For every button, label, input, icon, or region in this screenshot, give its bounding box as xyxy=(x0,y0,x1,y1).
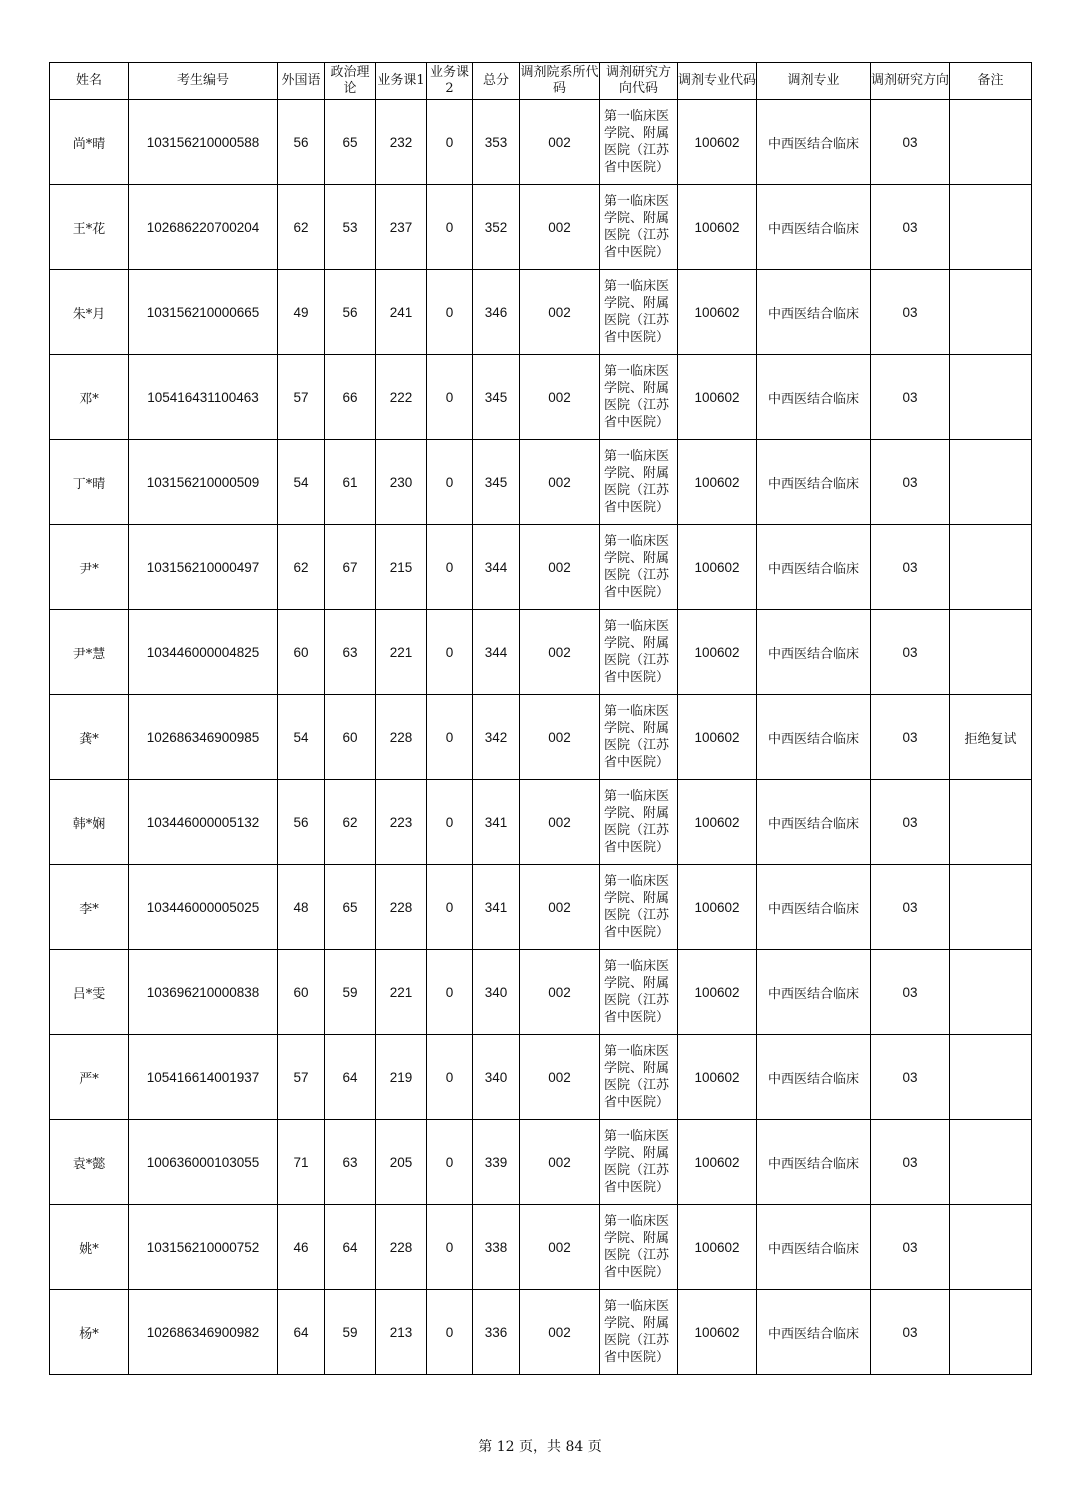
cell-name: 吕*雯 xyxy=(50,950,129,1035)
header-direction-code: 调剂研究方向代码 xyxy=(600,63,678,100)
cell-dept-code: 002 xyxy=(520,185,600,270)
table-row xyxy=(50,1205,1032,1290)
table-row xyxy=(50,270,1032,355)
cell-direction: 第一临床医学院、附属医院（江苏省中医院） xyxy=(600,270,678,355)
table-row xyxy=(50,950,1032,1035)
cell-exam-id: 102686220700204 xyxy=(129,185,278,270)
table-row xyxy=(50,1120,1032,1205)
table-row xyxy=(50,1290,1032,1375)
cell-total: 339 xyxy=(473,1120,520,1205)
cell-exam-id: 105416431100463 xyxy=(129,355,278,440)
cell-research-direction: 03 xyxy=(871,1120,950,1205)
cell-politics: 65 xyxy=(325,865,376,950)
cell-exam-id: 103156210000497 xyxy=(129,525,278,610)
cell-direction: 第一临床医学院、附属医院（江苏省中医院） xyxy=(600,185,678,270)
cell-direction: 第一临床医学院、附属医院（江苏省中医院） xyxy=(600,865,678,950)
header-course2: 业务课2 xyxy=(427,63,473,100)
cell-research-direction: 03 xyxy=(871,695,950,780)
cell-politics: 65 xyxy=(325,100,376,185)
table-row xyxy=(50,865,1032,950)
cell-major-code: 100602 xyxy=(678,695,757,780)
header-foreign-language: 外国语 xyxy=(278,63,325,100)
cell-dept-code: 002 xyxy=(520,270,600,355)
cell-course1: 232 xyxy=(376,100,427,185)
cell-note xyxy=(950,270,1032,355)
cell-foreign-language: 54 xyxy=(278,440,325,525)
cell-total: 345 xyxy=(473,355,520,440)
cell-dept-code: 002 xyxy=(520,695,600,780)
cell-major: 中西医结合临床 xyxy=(757,100,871,185)
cell-foreign-language: 54 xyxy=(278,695,325,780)
cell-name: 韩*娴 xyxy=(50,780,129,865)
cell-direction: 第一临床医学院、附属医院（江苏省中医院） xyxy=(600,1290,678,1375)
cell-course2: 0 xyxy=(427,355,473,440)
cell-course1: 228 xyxy=(376,1205,427,1290)
cell-major: 中西医结合临床 xyxy=(757,185,871,270)
cell-major-code: 100602 xyxy=(678,440,757,525)
cell-research-direction: 03 xyxy=(871,1035,950,1120)
admission-table-container xyxy=(49,62,1031,1375)
cell-foreign-language: 71 xyxy=(278,1120,325,1205)
cell-dept-code: 002 xyxy=(520,1035,600,1120)
cell-direction: 第一临床医学院、附属医院（江苏省中医院） xyxy=(600,100,678,185)
cell-name: 姚* xyxy=(50,1205,129,1290)
cell-foreign-language: 62 xyxy=(278,525,325,610)
cell-note xyxy=(950,865,1032,950)
cell-research-direction: 03 xyxy=(871,1205,950,1290)
cell-foreign-language: 56 xyxy=(278,780,325,865)
cell-research-direction: 03 xyxy=(871,950,950,1035)
cell-major: 中西医结合临床 xyxy=(757,1290,871,1375)
cell-course2: 0 xyxy=(427,525,473,610)
cell-course2: 0 xyxy=(427,1120,473,1205)
cell-note xyxy=(950,1205,1032,1290)
cell-research-direction: 03 xyxy=(871,100,950,185)
cell-name: 李* xyxy=(50,865,129,950)
cell-major: 中西医结合临床 xyxy=(757,950,871,1035)
header-exam-id: 考生编号 xyxy=(129,63,278,100)
cell-course1: 223 xyxy=(376,780,427,865)
cell-dept-code: 002 xyxy=(520,100,600,185)
cell-course1: 237 xyxy=(376,185,427,270)
cell-course2: 0 xyxy=(427,1035,473,1120)
cell-dept-code: 002 xyxy=(520,865,600,950)
cell-course1: 205 xyxy=(376,1120,427,1205)
cell-total: 340 xyxy=(473,950,520,1035)
cell-exam-id: 103696210000838 xyxy=(129,950,278,1035)
cell-major: 中西医结合临床 xyxy=(757,1120,871,1205)
cell-politics: 62 xyxy=(325,780,376,865)
cell-dept-code: 002 xyxy=(520,610,600,695)
cell-dept-code: 002 xyxy=(520,1205,600,1290)
cell-name: 王*花 xyxy=(50,185,129,270)
cell-major: 中西医结合临床 xyxy=(757,1205,871,1290)
cell-exam-id: 103446000004825 xyxy=(129,610,278,695)
cell-note xyxy=(950,1035,1032,1120)
cell-dept-code: 002 xyxy=(520,1120,600,1205)
cell-course2: 0 xyxy=(427,440,473,525)
header-total: 总分 xyxy=(473,63,520,100)
table-row xyxy=(50,695,1032,780)
cell-major-code: 100602 xyxy=(678,185,757,270)
cell-course1: 228 xyxy=(376,865,427,950)
cell-major-code: 100602 xyxy=(678,865,757,950)
table-row xyxy=(50,100,1032,185)
cell-politics: 61 xyxy=(325,440,376,525)
cell-course1: 221 xyxy=(376,950,427,1035)
cell-course2: 0 xyxy=(427,950,473,1035)
cell-exam-id: 103156210000665 xyxy=(129,270,278,355)
cell-exam-id: 103156210000752 xyxy=(129,1205,278,1290)
cell-direction: 第一临床医学院、附属医院（江苏省中医院） xyxy=(600,695,678,780)
cell-total: 340 xyxy=(473,1035,520,1120)
cell-foreign-language: 62 xyxy=(278,185,325,270)
cell-name: 袁*懿 xyxy=(50,1120,129,1205)
cell-foreign-language: 64 xyxy=(278,1290,325,1375)
cell-note xyxy=(950,780,1032,865)
cell-research-direction: 03 xyxy=(871,610,950,695)
cell-major: 中西医结合临床 xyxy=(757,1035,871,1120)
cell-note xyxy=(950,525,1032,610)
table-row xyxy=(50,780,1032,865)
cell-foreign-language: 48 xyxy=(278,865,325,950)
table-row xyxy=(50,440,1032,525)
cell-research-direction: 03 xyxy=(871,185,950,270)
cell-politics: 59 xyxy=(325,1290,376,1375)
cell-major: 中西医结合临床 xyxy=(757,780,871,865)
cell-note xyxy=(950,950,1032,1035)
cell-note xyxy=(950,185,1032,270)
cell-total: 338 xyxy=(473,1205,520,1290)
cell-name: 丁*晴 xyxy=(50,440,129,525)
cell-name: 朱*月 xyxy=(50,270,129,355)
cell-politics: 63 xyxy=(325,610,376,695)
cell-course2: 0 xyxy=(427,780,473,865)
cell-note xyxy=(950,1120,1032,1205)
cell-name: 尹*慧 xyxy=(50,610,129,695)
cell-research-direction: 03 xyxy=(871,865,950,950)
cell-foreign-language: 56 xyxy=(278,100,325,185)
cell-politics: 67 xyxy=(325,525,376,610)
cell-course1: 213 xyxy=(376,1290,427,1375)
cell-politics: 59 xyxy=(325,950,376,1035)
cell-total: 341 xyxy=(473,865,520,950)
cell-total: 342 xyxy=(473,695,520,780)
cell-course2: 0 xyxy=(427,185,473,270)
cell-name: 邓* xyxy=(50,355,129,440)
cell-total: 346 xyxy=(473,270,520,355)
cell-dept-code: 002 xyxy=(520,355,600,440)
cell-direction: 第一临床医学院、附属医院（江苏省中医院） xyxy=(600,355,678,440)
cell-note xyxy=(950,100,1032,185)
cell-exam-id: 103446000005025 xyxy=(129,865,278,950)
cell-course2: 0 xyxy=(427,1205,473,1290)
header-major: 调剂专业 xyxy=(757,63,871,100)
cell-exam-id: 100636000103055 xyxy=(129,1120,278,1205)
header-row xyxy=(50,63,1032,100)
cell-foreign-language: 57 xyxy=(278,1035,325,1120)
cell-research-direction: 03 xyxy=(871,270,950,355)
cell-politics: 66 xyxy=(325,355,376,440)
cell-research-direction: 03 xyxy=(871,440,950,525)
cell-exam-id: 102686346900985 xyxy=(129,695,278,780)
cell-course2: 0 xyxy=(427,1290,473,1375)
cell-dept-code: 002 xyxy=(520,950,600,1035)
cell-course1: 215 xyxy=(376,525,427,610)
cell-note xyxy=(950,610,1032,695)
cell-major: 中西医结合临床 xyxy=(757,525,871,610)
table-row xyxy=(50,525,1032,610)
cell-name: 杨* xyxy=(50,1290,129,1375)
cell-direction: 第一临床医学院、附属医院（江苏省中医院） xyxy=(600,1035,678,1120)
cell-name: 尹* xyxy=(50,525,129,610)
header-course1: 业务课1 xyxy=(376,63,427,100)
cell-exam-id: 103156210000509 xyxy=(129,440,278,525)
cell-course1: 228 xyxy=(376,695,427,780)
cell-research-direction: 03 xyxy=(871,780,950,865)
table-row xyxy=(50,610,1032,695)
cell-dept-code: 002 xyxy=(520,440,600,525)
cell-research-direction: 03 xyxy=(871,355,950,440)
cell-course2: 0 xyxy=(427,695,473,780)
cell-foreign-language: 46 xyxy=(278,1205,325,1290)
cell-total: 344 xyxy=(473,610,520,695)
cell-research-direction: 03 xyxy=(871,525,950,610)
cell-note xyxy=(950,1290,1032,1375)
cell-major-code: 100602 xyxy=(678,270,757,355)
header-name: 姓名 xyxy=(50,63,129,100)
cell-total: 344 xyxy=(473,525,520,610)
header-note: 备注 xyxy=(950,63,1032,100)
cell-name: 严* xyxy=(50,1035,129,1120)
cell-direction: 第一临床医学院、附属医院（江苏省中医院） xyxy=(600,1205,678,1290)
cell-course1: 221 xyxy=(376,610,427,695)
cell-foreign-language: 60 xyxy=(278,950,325,1035)
cell-note: 拒绝复试 xyxy=(950,695,1032,780)
cell-total: 341 xyxy=(473,780,520,865)
cell-course1: 230 xyxy=(376,440,427,525)
cell-major: 中西医结合临床 xyxy=(757,355,871,440)
header-politics: 政治理论 xyxy=(325,63,376,100)
cell-direction: 第一临床医学院、附属医院（江苏省中医院） xyxy=(600,610,678,695)
cell-direction: 第一临床医学院、附属医院（江苏省中医院） xyxy=(600,1120,678,1205)
table-row xyxy=(50,355,1032,440)
cell-dept-code: 002 xyxy=(520,1290,600,1375)
cell-dept-code: 002 xyxy=(520,525,600,610)
cell-politics: 64 xyxy=(325,1205,376,1290)
admission-table xyxy=(49,62,1032,1375)
cell-politics: 60 xyxy=(325,695,376,780)
cell-foreign-language: 60 xyxy=(278,610,325,695)
cell-major: 中西医结合临床 xyxy=(757,270,871,355)
cell-direction: 第一临床医学院、附属医院（江苏省中医院） xyxy=(600,950,678,1035)
cell-course2: 0 xyxy=(427,100,473,185)
cell-direction: 第一临床医学院、附属医院（江苏省中医院） xyxy=(600,780,678,865)
cell-name: 龚* xyxy=(50,695,129,780)
cell-exam-id: 102686346900982 xyxy=(129,1290,278,1375)
cell-dept-code: 002 xyxy=(520,780,600,865)
cell-research-direction: 03 xyxy=(871,1290,950,1375)
cell-major-code: 100602 xyxy=(678,525,757,610)
cell-total: 353 xyxy=(473,100,520,185)
page-footer: 第 12 页，共 84 页 xyxy=(478,1439,602,1455)
cell-politics: 56 xyxy=(325,270,376,355)
cell-exam-id: 103156210000588 xyxy=(129,100,278,185)
header-major-code: 调剂专业代码 xyxy=(678,63,757,100)
table-body xyxy=(50,100,1032,1375)
cell-course1: 241 xyxy=(376,270,427,355)
cell-major-code: 100602 xyxy=(678,610,757,695)
cell-politics: 64 xyxy=(325,1035,376,1120)
cell-exam-id: 105416614001937 xyxy=(129,1035,278,1120)
table-row xyxy=(50,1035,1032,1120)
cell-major: 中西医结合临床 xyxy=(757,865,871,950)
table-row xyxy=(50,185,1032,270)
cell-name: 尚*晴 xyxy=(50,100,129,185)
cell-politics: 63 xyxy=(325,1120,376,1205)
cell-major-code: 100602 xyxy=(678,100,757,185)
cell-major-code: 100602 xyxy=(678,950,757,1035)
cell-total: 336 xyxy=(473,1290,520,1375)
cell-course2: 0 xyxy=(427,270,473,355)
cell-course1: 219 xyxy=(376,1035,427,1120)
cell-major-code: 100602 xyxy=(678,1205,757,1290)
cell-major-code: 100602 xyxy=(678,1290,757,1375)
cell-course2: 0 xyxy=(427,610,473,695)
cell-exam-id: 103446000005132 xyxy=(129,780,278,865)
cell-major: 中西医结合临床 xyxy=(757,695,871,780)
cell-major-code: 100602 xyxy=(678,1120,757,1205)
cell-total: 345 xyxy=(473,440,520,525)
cell-major: 中西医结合临床 xyxy=(757,610,871,695)
header-research-direction: 调剂研究方向 xyxy=(871,63,950,100)
cell-direction: 第一临床医学院、附属医院（江苏省中医院） xyxy=(600,525,678,610)
cell-major-code: 100602 xyxy=(678,780,757,865)
cell-foreign-language: 49 xyxy=(278,270,325,355)
cell-major: 中西医结合临床 xyxy=(757,440,871,525)
cell-course1: 222 xyxy=(376,355,427,440)
cell-foreign-language: 57 xyxy=(278,355,325,440)
cell-total: 352 xyxy=(473,185,520,270)
cell-direction: 第一临床医学院、附属医院（江苏省中医院） xyxy=(600,440,678,525)
cell-major-code: 100602 xyxy=(678,355,757,440)
cell-course2: 0 xyxy=(427,865,473,950)
cell-politics: 53 xyxy=(325,185,376,270)
cell-note xyxy=(950,440,1032,525)
cell-major-code: 100602 xyxy=(678,1035,757,1120)
cell-note xyxy=(950,355,1032,440)
header-dept-code: 调剂院系所代码 xyxy=(520,63,600,100)
